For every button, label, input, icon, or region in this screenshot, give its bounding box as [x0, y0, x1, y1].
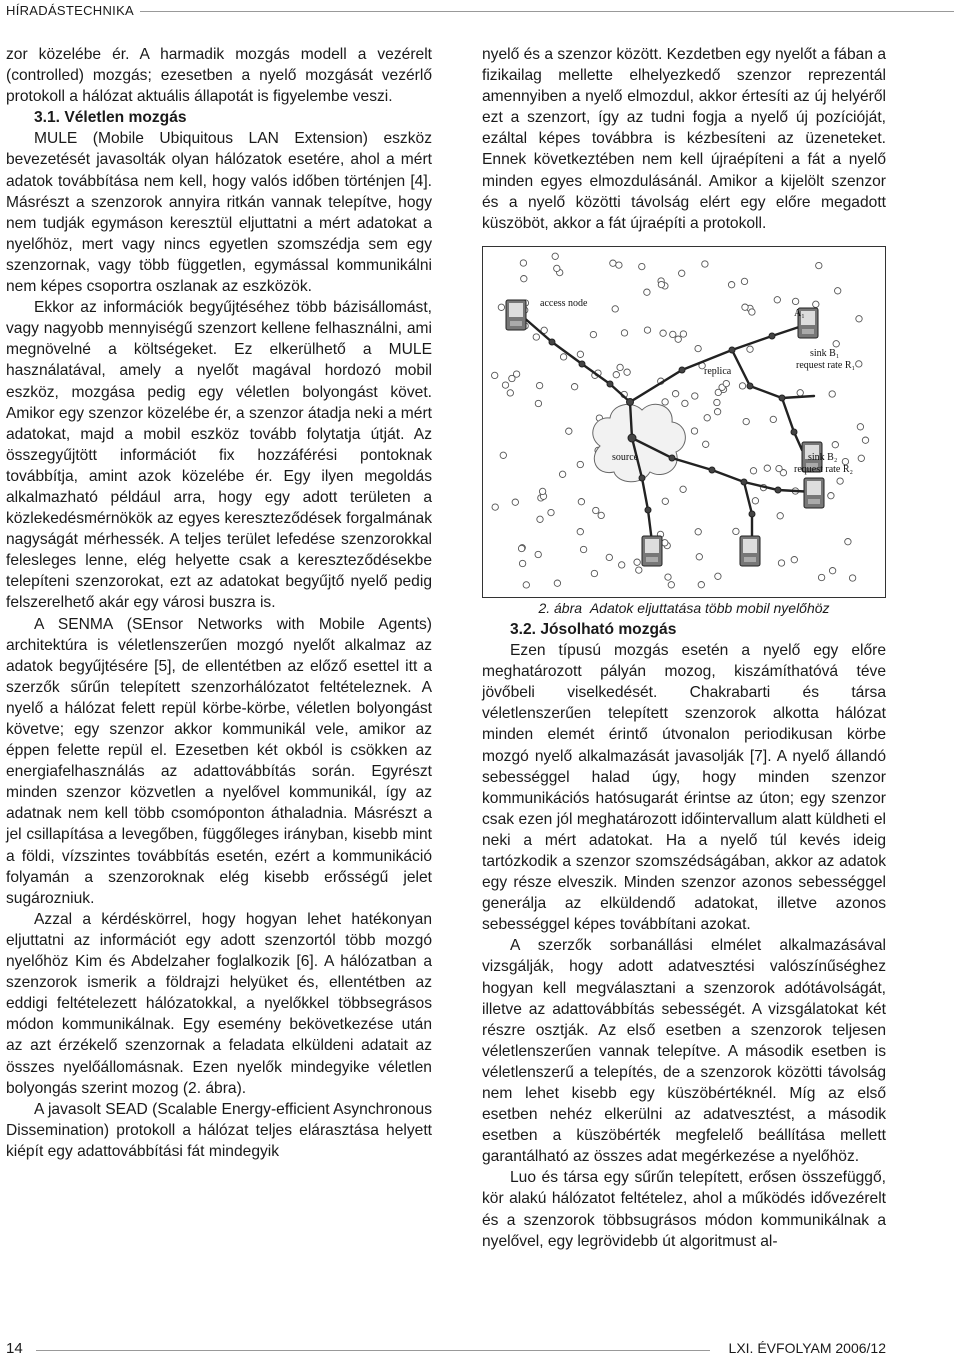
sensor-node: [696, 553, 702, 559]
sensor-node: [644, 289, 650, 295]
sensor-node: [828, 492, 834, 498]
sensor-node: [774, 296, 780, 302]
sensor-node: [502, 382, 508, 388]
sensor-node: [695, 345, 701, 351]
sensor-node: [829, 567, 835, 573]
sensor-node: [520, 260, 526, 266]
sensor-node: [750, 467, 756, 473]
sensor-node: [833, 340, 839, 346]
sensor-node: [536, 382, 542, 388]
network-diagram: [482, 246, 886, 598]
sensor-node: [792, 298, 798, 304]
sensor-node: [845, 538, 851, 544]
sensor-node: [778, 560, 784, 566]
sensor-node: [837, 478, 843, 484]
sensor-node: [752, 497, 758, 503]
sensor-node: [742, 304, 748, 310]
sensor-node: [519, 560, 525, 566]
sensor-node: [509, 375, 515, 381]
running-head: HÍRADÁSTECHNIKA: [6, 3, 135, 18]
sensor-node: [680, 486, 686, 492]
sensor-node: [571, 383, 577, 389]
sensor-node: [714, 408, 720, 414]
pda-icon-4: [740, 536, 760, 566]
label-sink-2: sink B₂: [808, 451, 838, 463]
sensor-node: [704, 414, 710, 420]
sensor-node: [533, 334, 539, 340]
sensor-node: [613, 371, 619, 377]
sensor-node: [764, 465, 770, 471]
sensor-node: [733, 528, 739, 534]
sensor-node: [598, 512, 604, 518]
sensor-node: [566, 428, 572, 434]
paragraph: Ekkor az információk begyűjtéséhez több bázisállomást, vagy nagyobb mennyiségű szenzort kellene felhasználni, ami megnövelné a költségeket. Ez elkerülhető a MULE használatával, amely a nyelőt magával hordozó mobil eszköz, mozgása pedig egy véletlen bolyongást követ. Amikor egy szenzor közelébe ér, a szenzor átadja neki a mért adatokat, majd a mobil eszköz tovább folytatja útját. Az összegyűjtött információt fix hozzáférési pontoknak továbbítja, amint azok közelébe ér. Egy ilyen megoldás alkalmazható például arra, hogy egy adott területen a közlekedésmérnökök az egyes kereszteződések forgalmának nagyságát mérhessék. A teljes terület lefedése szenzorokkal felesleges lenne, elég helyette csak a kereszteződésekbe telepíteni szenzorokat, ezt az adatokat begyűjtő nyelő pedig felszerelhető akár egy városi buszra is.: [6, 299, 432, 612]
pda-icon-5: [642, 536, 662, 566]
sensor-node: [619, 562, 625, 568]
pda-icon-sink-2: [804, 478, 824, 508]
sensor-node: [743, 418, 749, 424]
paragraph: A szerzők sorbanállási elmélet alkalmazásával vizsgálják, hogy adott adatvesztési valószínűséghez hogyan kell megválasztani a szenzorok adótávolságát, illetve az adattovábbítás sebességét. A vizsgálatokat két részre osztják. Az első esetben a szenzorok teljesen véletlenszerűen vannak telepítve. A második esetben is véletlenszerű a telepítés, de a szenzorok közötti távolság nem lehet kisebb egy küszöbértéknél. Míg az első esetben nehéz elkerülni az adatvesztést, a második esetben a küszöbérték megfelelő beállítása mellett garantálható az összes adat megérkezése a nyelőhöz.: [482, 937, 886, 1166]
sensor-node: [714, 399, 720, 405]
sensor-node: [741, 278, 747, 284]
sensor-node: [492, 504, 498, 510]
label-source: source: [612, 451, 639, 463]
sensor-node: [539, 488, 545, 494]
sensor-node: [813, 301, 819, 307]
sensor-node: [535, 551, 541, 557]
sensor-node: [818, 574, 824, 580]
sensor-node: [621, 330, 627, 336]
sensor-node: [703, 441, 709, 447]
sensor-node: [832, 441, 838, 447]
sensor-node: [695, 528, 701, 534]
sensor-node: [578, 498, 584, 504]
sensor-node: [554, 265, 560, 271]
sensor-node: [577, 461, 583, 467]
pda-icon-access-node: [506, 300, 526, 330]
sensor-node: [577, 528, 583, 534]
sensor-node: [560, 354, 566, 360]
sensor-node: [537, 516, 543, 522]
sensor-node: [739, 383, 745, 389]
figure-2: [482, 246, 886, 598]
sensor-node: [662, 539, 668, 545]
sensor-node: [797, 389, 803, 395]
sensor-node: [658, 281, 664, 287]
sensor-node: [862, 437, 868, 443]
paragraph: Azzal a kérdéskörrel, hogy hogyan lehet hatékonyan eljuttatni az információt egy adott szenzortól több mozgó nyelőhöz Kim és Abdelzaher foglalkozik [6]. A hálózatban a szenzorok ismerik a földrajzi helyüket és, ellentétben az eddigi feltételezett hálózatokkal, a nyelőkkel többsegrásos módon kommunikálnak. Egy esemény bekövetkezése után az azt érzékelő szenzornak a feladata elküldeni adatait az összes nyelőállomásnak. Ezen nyelők mindegyike véletlen bolyongás szerint mozog (2. ábra).: [6, 910, 432, 1097]
sensor-node: [662, 498, 668, 504]
sensor-node: [624, 369, 630, 375]
sensor-node: [580, 546, 586, 552]
left-column: [6, 44, 432, 1162]
issue-label: LXI. ÉVFOLYAM 2006/12: [728, 1340, 886, 1356]
paragraph: Luo és társa egy sűrűn telepített, erősen összefüggő, kör alakú hálózatot feltételez, ahol a működés idővezérelt és a szenzorok többsugrásos módon kommunikálnak a nyelővel, egy legrövidebb út algoritmust al-: [482, 1169, 886, 1250]
sensor-node: [672, 390, 678, 396]
label-request-rate-2: request rate R₂: [794, 463, 854, 475]
sensor-node: [612, 306, 618, 312]
sensor-node: [856, 361, 862, 367]
sensor-node: [723, 380, 729, 386]
sensor-node: [492, 372, 498, 378]
right-column: [482, 44, 886, 1252]
sensor-node: [747, 346, 753, 352]
section-title: 3.2. Jósolható mozgás: [510, 620, 677, 638]
label-request-rate-1: request rate R₁: [796, 359, 856, 371]
paragraph: MULE (Mobile Ubiquitous LAN Extension) eszköz bevezetését javasolták olyan hálózatok esetére, ahol a mért adatok továbbítása nem kell, hogy valós időben történjen [4]. Másrészt a szenzorok annyira ritkán vannak telepítve, hogy nem tudják egymáson keresztül eljuttatni a mért adatokat a nyelőhöz, mert vagy nincs egyetlen szomszédja sem egy szenzornak, vagy több független, egymással kommunikálni nem képes csoportra oszlanak az eszközök.: [6, 130, 432, 296]
sensor-node: [835, 287, 841, 293]
label-sink-1: sink B₁: [810, 347, 840, 359]
paragraph: Ezen típusú mozgás esetén a nyelő egy előre meghatározott pályán mozog, kiszámíthatóvá téve jövőbeli viselkedését. Chakrabarti és társa véletlenszerűen telepített szenzorok alkotta hálózat minden elemét érintő útvonalon periodikusan körbe mozgó nyelő alkalmazását javasolják [7]. A nyelő állandó sebességgel halad úgy, hogy minden szenzor kommunikációs hatósugarát érintse az úton; egy szenzor csak ezen jól meghatározott időintervallum alatt küldheti el neki a mért adatokat. Ha a nyelő túl kevés ideig tartózkodik a szenzor szomszédságában, akkor az adatok egy része elveszik. Minden szenzor azonos sebességgel generálja az elküldendő adatokat, illetve azonos sebességgel képes továbbítani azokat.: [482, 642, 886, 934]
sensor-node: [552, 253, 558, 259]
sensor-node: [668, 581, 674, 587]
sensor-node: [535, 400, 541, 406]
sensor-node: [682, 400, 688, 406]
sensor-node: [523, 582, 529, 588]
sensor-node: [849, 575, 855, 581]
sensor-node: [857, 423, 863, 429]
footer-rule: [36, 1350, 710, 1351]
sensor-node: [590, 331, 596, 337]
sensor-node: [680, 331, 686, 337]
header-rule: [140, 11, 954, 12]
paragraph: A javasolt SEAD (Scalable Energy-efficient Asynchronous Dissemination) protokoll a hálózat teljes elárasztása helyett kiépít egy adattovábbítási fát mindegyik: [6, 1100, 432, 1160]
label-access-node: access node: [540, 297, 588, 309]
sensor-node: [770, 416, 776, 422]
label-replica: replica: [704, 365, 732, 377]
sensor-node: [749, 309, 755, 315]
sensor-node: [512, 499, 518, 505]
sensor-node: [675, 336, 681, 342]
paragraph: zor közelébe ér. A harmadik mozgás modell a vezérelt (controlled) mozgás; ezesetben a nyelő mozgását vezérlő protokoll a hálózat aktuális állapotát is figyelembe veszi.: [6, 46, 432, 106]
sensor-node: [593, 507, 599, 513]
sensor-node: [577, 351, 583, 357]
sensor-node: [715, 573, 721, 579]
sensor-node: [691, 428, 697, 434]
figure-caption-text: Adatok eljuttatása több mobil nyelőhöz: [589, 599, 830, 616]
sensor-node: [606, 554, 612, 560]
sensor-node: [665, 574, 671, 580]
sensor-node: [777, 512, 783, 518]
sensor-node: [776, 465, 782, 471]
sensor-node: [554, 580, 560, 586]
sensor-node: [662, 399, 668, 405]
figure-caption-number: 2. ábra: [538, 599, 583, 616]
sensor-node: [679, 270, 685, 276]
sensor-node: [518, 545, 524, 551]
section-title: 3.1. Véletlen mozgás: [34, 109, 187, 127]
page-number: 14: [6, 1340, 23, 1357]
sensor-node: [660, 330, 666, 336]
sensor-node: [829, 391, 835, 397]
sensor-node: [702, 261, 708, 267]
sensor-node: [548, 509, 554, 515]
sensor-node: [521, 275, 527, 281]
sensor-node: [791, 556, 797, 562]
page-footer: [0, 1340, 960, 1360]
sensor-node: [634, 559, 640, 565]
paragraph: nyelő és a szenzor között. Kezdetben egy nyelőt a fában a fizikailag mellette elhelyezkedő szenzor reprezentál amennyiben a nyelő elmozdul, akkor értesíti az új helyéről ezt a szenzort, így az tudni fogja a nyelő új pozícióját, ezáltal képes továbbra is kézbesíteni az üzeneteket. Ennek következtében nem kell újraépíteni a fát a nyelő minden egyes elmozdulásánál. Amikor a kijelölt szenzor és a nyelő közötti távolság elért egy előre megadott küszöböt, akkor a fát újraépíti a protokoll.: [482, 46, 886, 232]
sensor-node: [591, 570, 597, 576]
figure-caption: [482, 598, 886, 619]
sensor-node: [507, 390, 513, 396]
sensor-node: [816, 262, 822, 268]
sensor-node: [500, 452, 506, 458]
sensor-node: [639, 263, 645, 269]
sensor-node: [610, 260, 616, 266]
sensor-node: [559, 471, 565, 477]
paragraph: A SENMA (SEnsor Networks with Mobile Agents) architektúra is véletlenszerűen mozgó nyelőt alkalmaz az adatok begyűjtésére [5], de ellentétben az előző esettel itt a szerzők sűrűn telepített szenzorhálózatot feltételeznek. A nyelő a hálózat felett repül körbe-körbe, véletlen bolyongást követve; egy szenzor akkor kommunikál vele, amikor az éppen felette repül el. Ezesetben két okból is csökken az energiafelhasználás az adattovábbítás során. Egyrészt minden szenzor közvetlen a nyelővel kommunikál, így az adatnak nem kell több csomóponton áthaladnia. Másrészt a jel csillapítása a levegőben, függőleges irányban, kisebb mint a földi, vízszintes továbbítás esetén, ezért a kommunikáció folyamán a szenzoroknak elég kisebb erősségű jelet sugározniuk.: [6, 615, 432, 907]
sensor-node: [617, 364, 623, 370]
sensor-node: [670, 331, 676, 337]
label-a1: A₁: [794, 307, 805, 319]
sensor-node: [644, 327, 650, 333]
sensor-node: [728, 281, 734, 287]
sensor-node: [616, 262, 622, 268]
sensor-node: [856, 315, 862, 321]
sensor-node: [498, 304, 504, 310]
sensor-node: [692, 393, 698, 399]
sensor-node: [858, 455, 864, 461]
sensor-node: [698, 581, 704, 587]
sensor-node: [636, 567, 642, 573]
